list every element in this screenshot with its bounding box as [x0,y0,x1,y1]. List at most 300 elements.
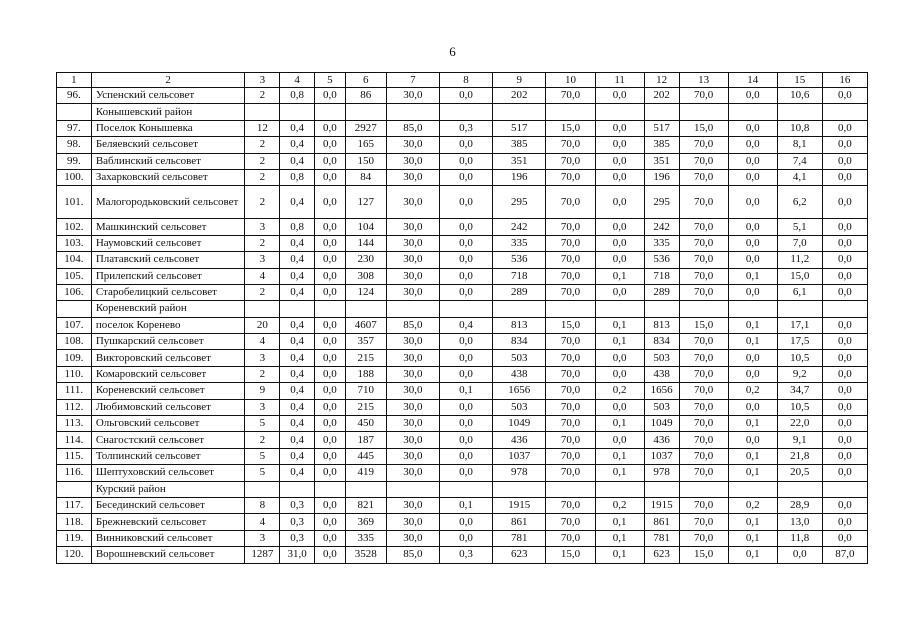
table-cell: 87,0 [822,547,867,563]
table-cell: 0,0 [439,514,492,530]
table-cell: 4 [245,268,280,284]
table-cell [595,301,644,317]
table-cell: 2927 [345,120,386,136]
table-cell: 0,0 [439,399,492,415]
table-cell: 0,0 [315,137,346,153]
table-cell: 436 [644,432,679,448]
table-cell [245,104,280,120]
table-cell: 31,0 [280,547,315,563]
table-cell: 0,1 [728,416,777,432]
table-cell: 70,0 [679,416,728,432]
table-cell: 70,0 [546,284,595,300]
table-cell: 0,0 [315,530,346,546]
table-cell: 11,8 [777,530,822,546]
table-cell: 202 [644,88,679,104]
table-cell [595,481,644,497]
table-cell: 0,4 [280,120,315,136]
table-cell: 1656 [644,383,679,399]
table-cell [546,301,595,317]
table-cell: 70,0 [679,530,728,546]
table-row [57,448,868,464]
table-cell: 1037 [493,448,546,464]
table-row [57,186,868,219]
table-cell [245,301,280,317]
table-cell: 0,1 [595,514,644,530]
table-cell: 30,0 [386,514,439,530]
table-cell: 1287 [245,547,280,563]
table-cell: 6,2 [777,186,822,219]
table-cell: 12 [245,120,280,136]
table-cell: 165 [345,137,386,153]
table-cell: 369 [345,514,386,530]
table-cell: 8 [245,497,280,513]
table-cell: 438 [644,366,679,382]
table-cell [679,104,728,120]
table-cell: 4 [245,514,280,530]
row-number: 118. [57,514,92,530]
table-cell: 70,0 [679,366,728,382]
table-cell: 85,0 [386,547,439,563]
row-number: 105. [57,268,92,284]
table-cell: 2 [245,153,280,169]
table-cell: 335 [493,235,546,251]
table-cell: 15,0 [679,317,728,333]
table-cell: 0,0 [822,465,867,481]
table-cell: 7,4 [777,153,822,169]
table-cell: 0,3 [280,514,315,530]
table-cell: 0,0 [822,153,867,169]
table-cell [280,481,315,497]
table-cell: 0,8 [280,219,315,235]
table-cell: 0,4 [280,448,315,464]
table-cell: 0,0 [822,317,867,333]
table-cell: 0,0 [315,284,346,300]
table-cell [644,301,679,317]
table-cell: 85,0 [386,317,439,333]
table-cell: 0,0 [439,153,492,169]
table-cell: 188 [345,366,386,382]
settlement-name: Кореневский сельсовет [91,383,245,399]
column-header: 8 [439,73,492,88]
table-cell: 70,0 [679,153,728,169]
table-cell: 0,1 [728,530,777,546]
table-cell: 0,1 [728,317,777,333]
table-row [57,399,868,415]
table-cell: 30,0 [386,416,439,432]
table-cell: 0,4 [280,186,315,219]
table-cell: 0,0 [728,186,777,219]
table-cell: 0,1 [728,268,777,284]
row-number: 119. [57,530,92,546]
table-cell: 70,0 [679,448,728,464]
table-cell [315,481,346,497]
table-cell: 0,0 [595,169,644,185]
row-number: 108. [57,334,92,350]
table-row [57,432,868,448]
table-cell: 0,4 [280,317,315,333]
table-cell [439,301,492,317]
table-cell: 4,1 [777,169,822,185]
table-cell: 0,0 [595,235,644,251]
table-cell: 0,0 [315,366,346,382]
table-cell: 0,1 [595,465,644,481]
district-row [57,301,868,317]
table-cell: 15,0 [679,547,728,563]
table-cell: 0,4 [280,416,315,432]
table-cell: 70,0 [546,268,595,284]
table-cell: 623 [493,547,546,563]
table-cell: 5,1 [777,219,822,235]
table-cell: 70,0 [546,334,595,350]
settlement-name: поселок Коренево [91,317,245,333]
settlement-name: Комаровский сельсовет [91,366,245,382]
table-cell: 70,0 [546,219,595,235]
table-cell: 1037 [644,448,679,464]
table-cell: 0,0 [728,366,777,382]
table-cell: 70,0 [679,235,728,251]
table-cell: 0,0 [822,530,867,546]
table-cell: 30,0 [386,399,439,415]
table-cell: 5 [245,465,280,481]
table-cell: 2 [245,366,280,382]
table-cell: 70,0 [679,514,728,530]
table-cell: 0,0 [315,169,346,185]
table-cell: 3 [245,219,280,235]
table-cell: 0,0 [439,366,492,382]
table-cell: 351 [644,153,679,169]
settlement-name: Прилепский сельсовет [91,268,245,284]
table-row [57,219,868,235]
table-cell: 0,0 [822,252,867,268]
table-cell: 357 [345,334,386,350]
table-cell: 0,1 [595,268,644,284]
row-number: 112. [57,399,92,415]
table-cell: 0,4 [280,235,315,251]
table-cell: 0,0 [439,284,492,300]
table-cell: 0,4 [280,284,315,300]
row-number: 115. [57,448,92,464]
table-cell: 295 [644,186,679,219]
table-cell: 30,0 [386,252,439,268]
table-cell: 0,0 [439,350,492,366]
table-cell: 445 [345,448,386,464]
table-cell: 1049 [493,416,546,432]
table-cell: 0,0 [439,219,492,235]
table-cell: 7,0 [777,235,822,251]
table-cell [822,104,867,120]
table-cell: 70,0 [679,334,728,350]
table-cell: 70,0 [679,268,728,284]
table-cell: 0,0 [595,120,644,136]
table-cell [439,104,492,120]
table-cell: 0,1 [439,497,492,513]
table-cell: 0,1 [595,334,644,350]
table-cell [493,481,546,497]
table-cell: 70,0 [679,284,728,300]
table-row [57,88,868,104]
column-header: 10 [546,73,595,88]
table-cell [57,104,92,120]
table-cell: 0,0 [822,88,867,104]
table-cell: 0,0 [315,465,346,481]
table-cell: 0,0 [728,88,777,104]
table-cell: 0,0 [439,448,492,464]
settlement-name: Захарковский сельсовет [91,169,245,185]
settlement-name: Беляевский сельсовет [91,137,245,153]
table-cell: 2 [245,186,280,219]
table-cell: 70,0 [546,350,595,366]
district-row [57,481,868,497]
table-cell: 295 [493,186,546,219]
table-cell: 0,1 [728,334,777,350]
row-number: 107. [57,317,92,333]
table-row [57,366,868,382]
table-cell: 335 [345,530,386,546]
table-cell: 0,1 [595,416,644,432]
table-cell: 70,0 [679,383,728,399]
settlement-name: Викторовский сельсовет [91,350,245,366]
table-cell [679,481,728,497]
table-cell: 30,0 [386,383,439,399]
table-cell [315,104,346,120]
table-cell: 150 [345,153,386,169]
table-cell: 978 [644,465,679,481]
table-cell [777,481,822,497]
row-number: 111. [57,383,92,399]
table-cell: 70,0 [546,137,595,153]
column-header: 3 [245,73,280,88]
table-cell: 10,5 [777,350,822,366]
table-cell: 70,0 [546,497,595,513]
table-cell: 4 [245,334,280,350]
table-row [57,317,868,333]
table-cell [386,104,439,120]
table-cell: 5 [245,416,280,432]
table-cell [439,481,492,497]
table-cell: 22,0 [777,416,822,432]
table-cell: 289 [493,284,546,300]
table-cell: 0,0 [439,252,492,268]
table-cell: 0,1 [595,530,644,546]
table-cell: 0,4 [280,153,315,169]
settlement-name: Наумовский сельсовет [91,235,245,251]
row-number: 116. [57,465,92,481]
table-cell: 0,0 [439,530,492,546]
table-cell: 0,0 [315,88,346,104]
table-cell: 813 [644,317,679,333]
table-cell: 0,0 [595,153,644,169]
data-table [56,72,868,564]
table-cell: 30,0 [386,268,439,284]
settlement-name: Успенский сельсовет [91,88,245,104]
table-cell: 70,0 [546,399,595,415]
table-row [57,137,868,153]
table-cell: 0,0 [315,120,346,136]
table-cell [345,481,386,497]
table-cell: 0,0 [822,137,867,153]
table-cell [644,481,679,497]
settlement-name: Любимовский сельсовет [91,399,245,415]
table-cell [57,301,92,317]
table-cell: 2 [245,284,280,300]
row-number: 98. [57,137,92,153]
table-cell: 30,0 [386,169,439,185]
table-cell: 0,0 [315,497,346,513]
page-number: 6 [449,44,456,59]
table-cell: 0,0 [439,432,492,448]
table-cell: 0,0 [595,137,644,153]
column-header: 13 [679,73,728,88]
settlement-name: Ваблинский сельсовет [91,153,245,169]
column-header: 9 [493,73,546,88]
table-cell: 0,0 [728,137,777,153]
table-cell: 0,0 [315,448,346,464]
row-number: 100. [57,169,92,185]
table-row [57,514,868,530]
settlement-name: Старобелицкий сельсовет [91,284,245,300]
table-cell: 503 [644,350,679,366]
table-cell: 20 [245,317,280,333]
table-row [57,383,868,399]
table-cell: 30,0 [386,530,439,546]
table-cell: 351 [493,153,546,169]
table-cell: 2 [245,169,280,185]
table-cell [493,301,546,317]
table-cell: 0,0 [728,284,777,300]
table-cell: 0,0 [728,120,777,136]
settlement-name: Машкинский сельсовет [91,219,245,235]
table-cell: 9,1 [777,432,822,448]
table-cell: 436 [493,432,546,448]
table-cell: 0,0 [728,153,777,169]
table-cell: 0,0 [728,219,777,235]
table-cell: 0,4 [280,432,315,448]
table-cell [345,104,386,120]
table-row [57,416,868,432]
table-cell [345,301,386,317]
table-cell: 0,0 [822,366,867,382]
column-header: 16 [822,73,867,88]
table-cell [546,104,595,120]
table-cell: 308 [345,268,386,284]
row-number: 120. [57,547,92,563]
table-cell: 70,0 [679,252,728,268]
table-cell: 70,0 [679,186,728,219]
table-cell: 84 [345,169,386,185]
table-cell: 0,0 [822,219,867,235]
district-name: Курский район [91,481,245,497]
table-cell [386,481,439,497]
table-cell: 30,0 [386,219,439,235]
column-header: 4 [280,73,315,88]
table-header-row [57,73,868,88]
table-cell: 0,1 [728,448,777,464]
row-number: 97. [57,120,92,136]
table-row [57,268,868,284]
table-cell: 834 [493,334,546,350]
settlement-name: Толпинский сельсовет [91,448,245,464]
table-cell: 2 [245,137,280,153]
table-cell [245,481,280,497]
table-cell: 0,0 [315,514,346,530]
table-cell: 104 [345,219,386,235]
table-cell: 0,0 [595,432,644,448]
table-cell: 0,0 [439,235,492,251]
table-cell: 30,0 [386,284,439,300]
row-number: 106. [57,284,92,300]
table-cell: 1049 [644,416,679,432]
settlement-name: Шептуховский сельсовет [91,465,245,481]
table-cell: 15,0 [546,317,595,333]
table-cell: 0,3 [439,547,492,563]
table-cell: 70,0 [679,465,728,481]
table-cell: 70,0 [546,514,595,530]
table-cell: 215 [345,399,386,415]
table-cell: 385 [493,137,546,153]
table-row [57,350,868,366]
table-cell: 861 [493,514,546,530]
row-number: 110. [57,366,92,382]
table-cell: 0,0 [595,252,644,268]
table-cell: 13,0 [777,514,822,530]
table-cell: 419 [345,465,386,481]
table-cell: 30,0 [386,153,439,169]
table-cell: 0,0 [439,137,492,153]
settlement-name: Поселок Конышевка [91,120,245,136]
table-cell: 30,0 [386,448,439,464]
table-cell: 3528 [345,547,386,563]
table-cell: 70,0 [679,497,728,513]
table-cell: 0,4 [280,399,315,415]
table-cell: 1915 [493,497,546,513]
settlement-name: Брежневский сельсовет [91,514,245,530]
table-cell: 3 [245,252,280,268]
column-header: 1 [57,73,92,88]
table-cell: 0,0 [595,186,644,219]
table-cell [822,301,867,317]
table-cell: 0,4 [280,268,315,284]
table-cell: 0,0 [595,366,644,382]
table-cell: 0,0 [439,334,492,350]
table-cell: 0,0 [439,186,492,219]
table-cell: 0,0 [439,416,492,432]
table-cell: 0,1 [728,547,777,563]
table-cell: 710 [345,383,386,399]
table-cell: 503 [644,399,679,415]
table-row [57,120,868,136]
table-cell: 3 [245,399,280,415]
table-cell: 0,0 [315,252,346,268]
table-cell: 15,0 [546,547,595,563]
settlement-name: Пушкарский сельсовет [91,334,245,350]
table-cell: 0,0 [822,514,867,530]
table-cell: 0,0 [822,350,867,366]
row-number: 99. [57,153,92,169]
table-cell: 0,1 [439,383,492,399]
table-row [57,153,868,169]
settlement-name: Ольговский сельсовет [91,416,245,432]
table-cell: 0,8 [280,88,315,104]
table-cell: 0,2 [728,497,777,513]
table-cell [280,104,315,120]
table-cell: 70,0 [546,235,595,251]
row-number: 113. [57,416,92,432]
table-cell: 0,0 [315,432,346,448]
table-cell [777,104,822,120]
table-cell: 15,0 [777,268,822,284]
table-cell: 718 [644,268,679,284]
table-cell: 813 [493,317,546,333]
